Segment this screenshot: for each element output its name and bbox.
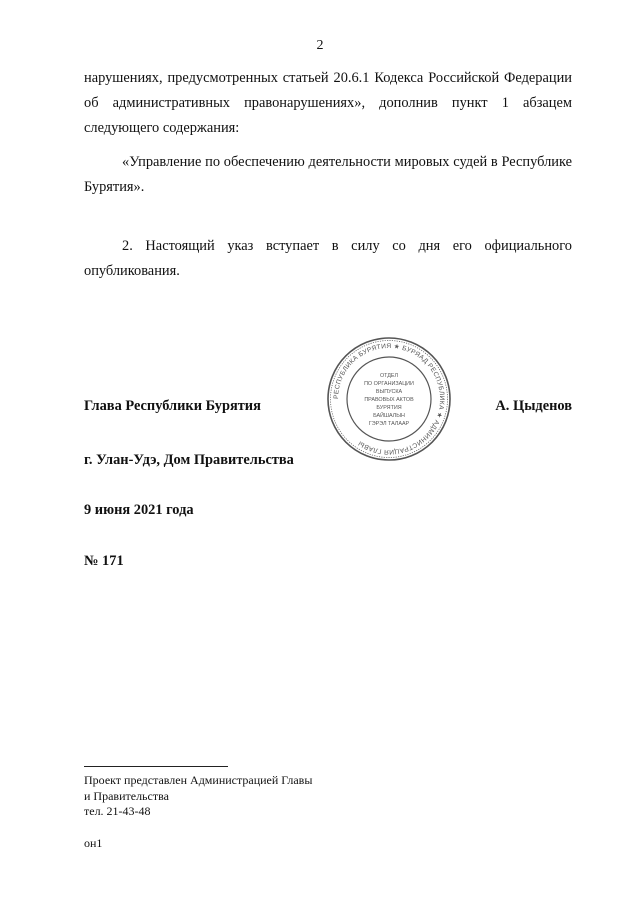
paragraph-quote: «Управление по обеспечению деятельности мировых судей в Республике Бурятия». (84, 154, 572, 195)
signatory-name: А. Цыденов (495, 398, 572, 414)
seal-line: ОТДЕЛ (379, 373, 399, 379)
footnote-divider (84, 766, 228, 767)
seal-outer-text: РЕСПУБЛИКА БУРЯТИЯ ★ БУРЯАД РЕСПУБЛИКА ★ АДМИНИСТРАЦИЯ ГЛАВЫ (332, 342, 446, 456)
seal-line: ГЭРЭЛ ТАЛААР (368, 421, 410, 427)
seal-line: ВЫПУСКА (375, 389, 403, 395)
seal-line: ПО ОРГАНИЗАЦИИ (364, 381, 414, 387)
seal-line: ПРАВОВЫХ АКТОВ (364, 397, 414, 403)
document-number: № 171 (84, 553, 124, 569)
footnote-line: Проект представлен Администрацией Главы (84, 773, 313, 787)
page-number: 2 (316, 38, 324, 53)
footnote-phone: тел. 21-43-48 (84, 804, 151, 818)
footnote (84, 773, 312, 820)
paragraph-effective: 2. Настоящий указ вступает в силу со дня его официального опубликования. (84, 238, 572, 279)
paragraph-continuation: нарушениях, предусмотренных статьей 20.6.1 Кодекса Российской Федерации об административных правонарушениях», дополнив пункт 1 абзацем следующего содержания: (84, 70, 572, 136)
executor-code: он1 (84, 836, 103, 850)
signatory-title: Глава Республики Бурятия (84, 398, 261, 414)
document-body (84, 66, 572, 284)
document-date: 9 июня 2021 года (84, 502, 194, 518)
footnote-line: и Правительства (84, 788, 169, 803)
seal-line: БУРЯТИЯ (376, 405, 402, 411)
official-seal-stamp (326, 336, 452, 462)
place-of-signing: г. Улан-Удэ, Дом Правительства (84, 452, 294, 468)
seal-line: БАЙШАЛЫН (373, 413, 405, 419)
